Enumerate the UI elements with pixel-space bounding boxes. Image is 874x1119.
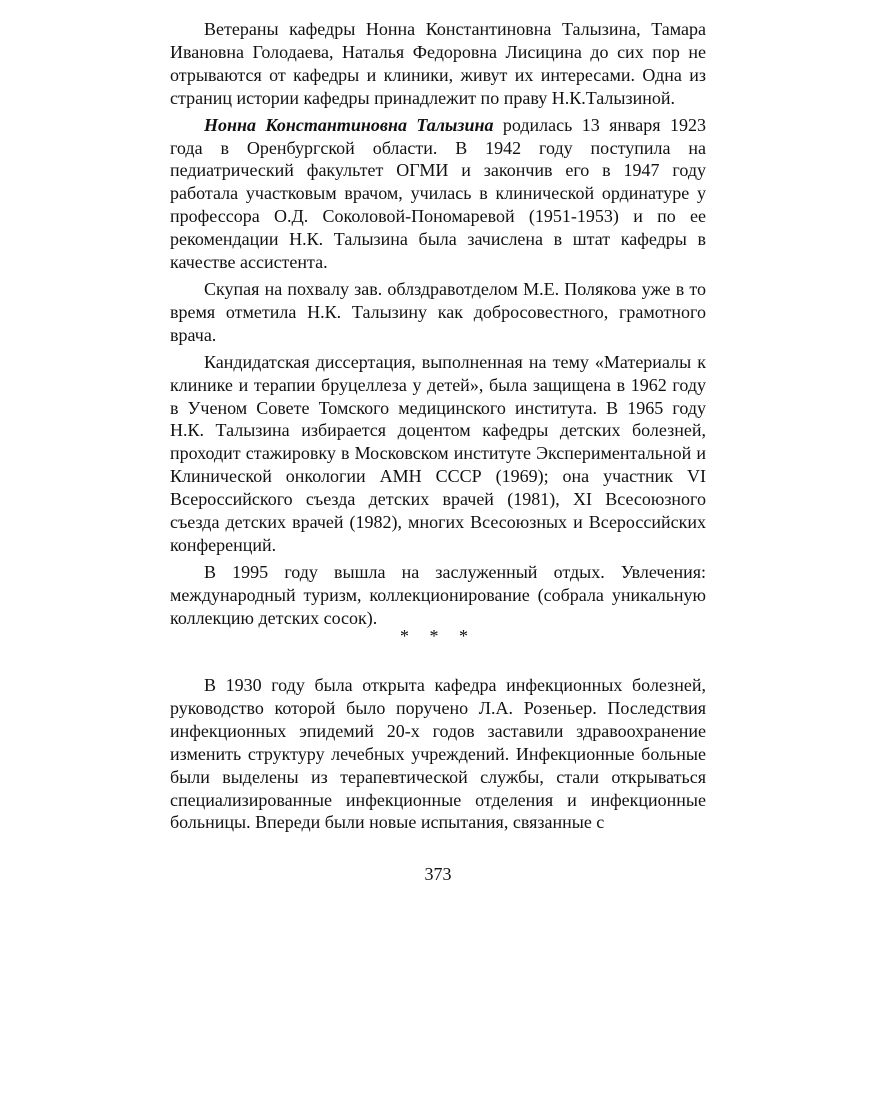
paragraph-text: Кандидатская диссертация, выполненная на тему «Материалы к клинике и терапии бруцеллеза у детей», была защищена в 1962 году в Ученом Совете Томского медицинского института. В 1965 году Н.К. Талызина избирается доцентом кафедры детских болезней, проходит стажировку в Московском институте Экспериментальной и Клинической онкологии АМН СССР (1969); она участник VI Всероссийского съезда детских врачей (1981), XI Всесоюзного съезда детских врачей (1982), многих Всесоюзных и Всероссийских конференций. xyxy=(170,351,706,555)
person-name-heading: Нонна Константиновна Талызина xyxy=(204,114,494,135)
section-separator: * * * xyxy=(400,626,476,646)
page-number: 373 xyxy=(424,864,452,884)
paragraph-text: Скупая на похвалу зав. облздравотделом М.Е. Полякова уже в то время отметила Н.К. Талызину как добросовестного, грамотного врача. xyxy=(170,278,706,345)
paragraph-text: Ветераны кафедры Нонна Константиновна Талызина, Тамара Ивановна Голодаева, Наталья Федоровна Лисицина до сих пор не отрываются от кафедры и клиники, живут их интересами. Одна из страниц истории кафедры принадлежит по праву Н.К.Талызиной. xyxy=(170,19,706,108)
paragraph-praise xyxy=(170,278,706,347)
paragraph-text: родилась 13 января 1923 года в Оренбургской области. В 1942 году поступила на педиатрический факультет ОГМИ и закончив его в 1947 году работала участковым врачом, училась в клинической ординатуре у профессора О.Д. Соколовой-Пономаревой (1951-1953) и по ее рекомендации Н.К. Талызина была зачислена в штат кафедры в качестве ассистента. xyxy=(170,114,706,273)
paragraph-retirement xyxy=(170,561,706,630)
paragraph-dissertation xyxy=(170,351,706,557)
paragraph-text: В 1930 году была открыта кафедра инфекционных болезней, руководство которой было поручено Л.А. Розеньер. Последствия инфекционных эпидемий 20-х годов заставили здравоохранение изменить структуру лечебных учреждений. Инфекционные больные были выделены из терапевтической службы, стали открываться специализированные инфекционные отделения и инфекционные больницы. Впереди были новые испытания, связанные с xyxy=(170,675,706,833)
main-text-top xyxy=(170,18,706,630)
paragraph-biography xyxy=(170,114,706,274)
paragraph-infectious-department xyxy=(170,674,706,834)
paragraph-veterans xyxy=(170,18,706,110)
main-text-bottom xyxy=(170,674,706,834)
paragraph-text: В 1995 году вышла на заслуженный отдых. Увлечения: международный туризм, коллекционирование (собрала уникальную коллекцию детских сосок). xyxy=(170,561,706,628)
